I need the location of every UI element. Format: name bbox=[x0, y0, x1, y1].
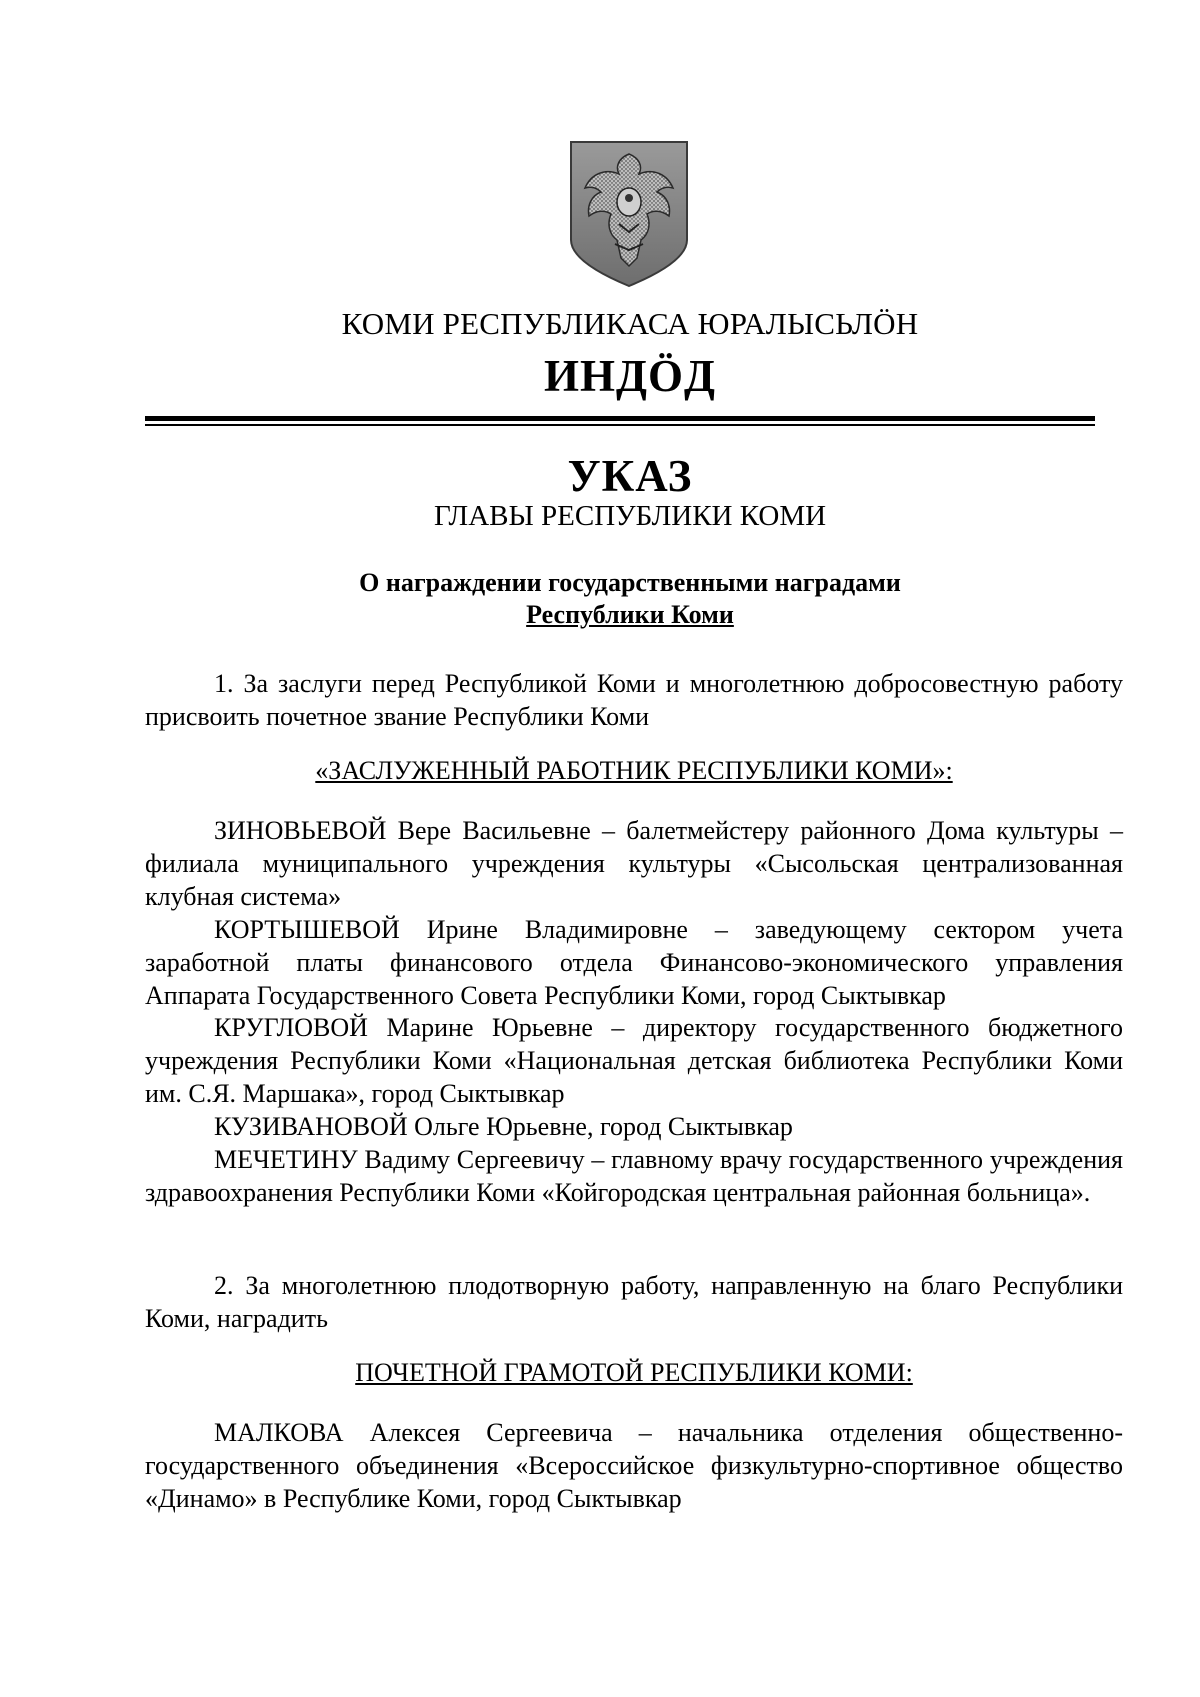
award-entry-kuzivanova: КУЗИВАНОВОЙ Ольге Юрьевне, город Сыктывкар bbox=[214, 1112, 793, 1141]
coat-of-arms-emblem bbox=[569, 140, 689, 288]
decree-subject-line1: О награждении государственными наградами bbox=[359, 568, 901, 597]
section1-award-title bbox=[145, 756, 1123, 786]
decree-subject-underlined: Республики Коми bbox=[526, 600, 734, 629]
section2-intro: 2. За многолетнюю плодотворную работу, направленную на благо Республики Коми, наградить bbox=[145, 1271, 1123, 1333]
award-entry-malkov: МАЛКОВА Алексея Сергеевича – начальника отделения общественно-государственного объединения «Всероссийское физкультурно-спортивное общество «Динамо» в Республике Коми, город Сыктывкар bbox=[145, 1418, 1123, 1513]
section1-award-underlined: «ЗАСЛУЖЕННЫЙ РАБОТНИК РЕСПУБЛИКИ КОМИ»: bbox=[315, 756, 953, 785]
award-entry-kortysheva: КОРТЫШЕВОЙ Ирине Владимировне – заведующему сектором учета заработной платы финансового отдела Финансово-экономического управления Аппарата Государственного Совета Республики Коми, город Сыктывкар bbox=[145, 915, 1123, 1010]
header-divider-thin bbox=[145, 424, 1095, 426]
section2-award-underlined: ПОЧЕТНОЙ ГРАМОТОЙ РЕСПУБЛИКИ КОМИ: bbox=[355, 1358, 913, 1387]
komi-language-header: КОМИ РЕСПУБЛИКАСА ЮРАЛЫСЬЛӦН bbox=[341, 306, 919, 341]
award-entry-zinovyeva: ЗИНОВЬЕВОЙ Вере Васильевне – балетмейстеру районного Дома культуры – филиала муниципального учреждения культуры «Сысольская централизованная клубная система» bbox=[145, 816, 1123, 911]
header-divider-thick bbox=[145, 416, 1095, 421]
section1-intro: 1. За заслуги перед Республикой Коми и многолетнюю добросовестную работу присвоить почетное звание Республики Коми bbox=[145, 669, 1123, 731]
decree-issuer: ГЛАВЫ РЕСПУБЛИКИ КОМИ bbox=[433, 500, 827, 532]
decree-title: УКАЗ bbox=[567, 451, 693, 501]
section2-award-title bbox=[145, 1358, 1123, 1388]
komi-document-type: ИНДӦД bbox=[544, 351, 716, 401]
coat-of-arms-icon bbox=[569, 140, 689, 288]
award-entry-kruglova: КРУГЛОВОЙ Марине Юрьевне – директору государственного бюджетного учреждения Республики Коми «Национальная детская библиотека Республики Коми им. С.Я. Маршака», город Сыктывкар bbox=[145, 1013, 1123, 1108]
decree-subject-line2 bbox=[0, 600, 1200, 630]
award-entry-mechetin: МЕЧЕТИНУ Вадиму Сергеевичу – главному врачу государственного учреждения здравоохранения Республики Коми «Койгородская центральная районная больница». bbox=[145, 1145, 1123, 1207]
